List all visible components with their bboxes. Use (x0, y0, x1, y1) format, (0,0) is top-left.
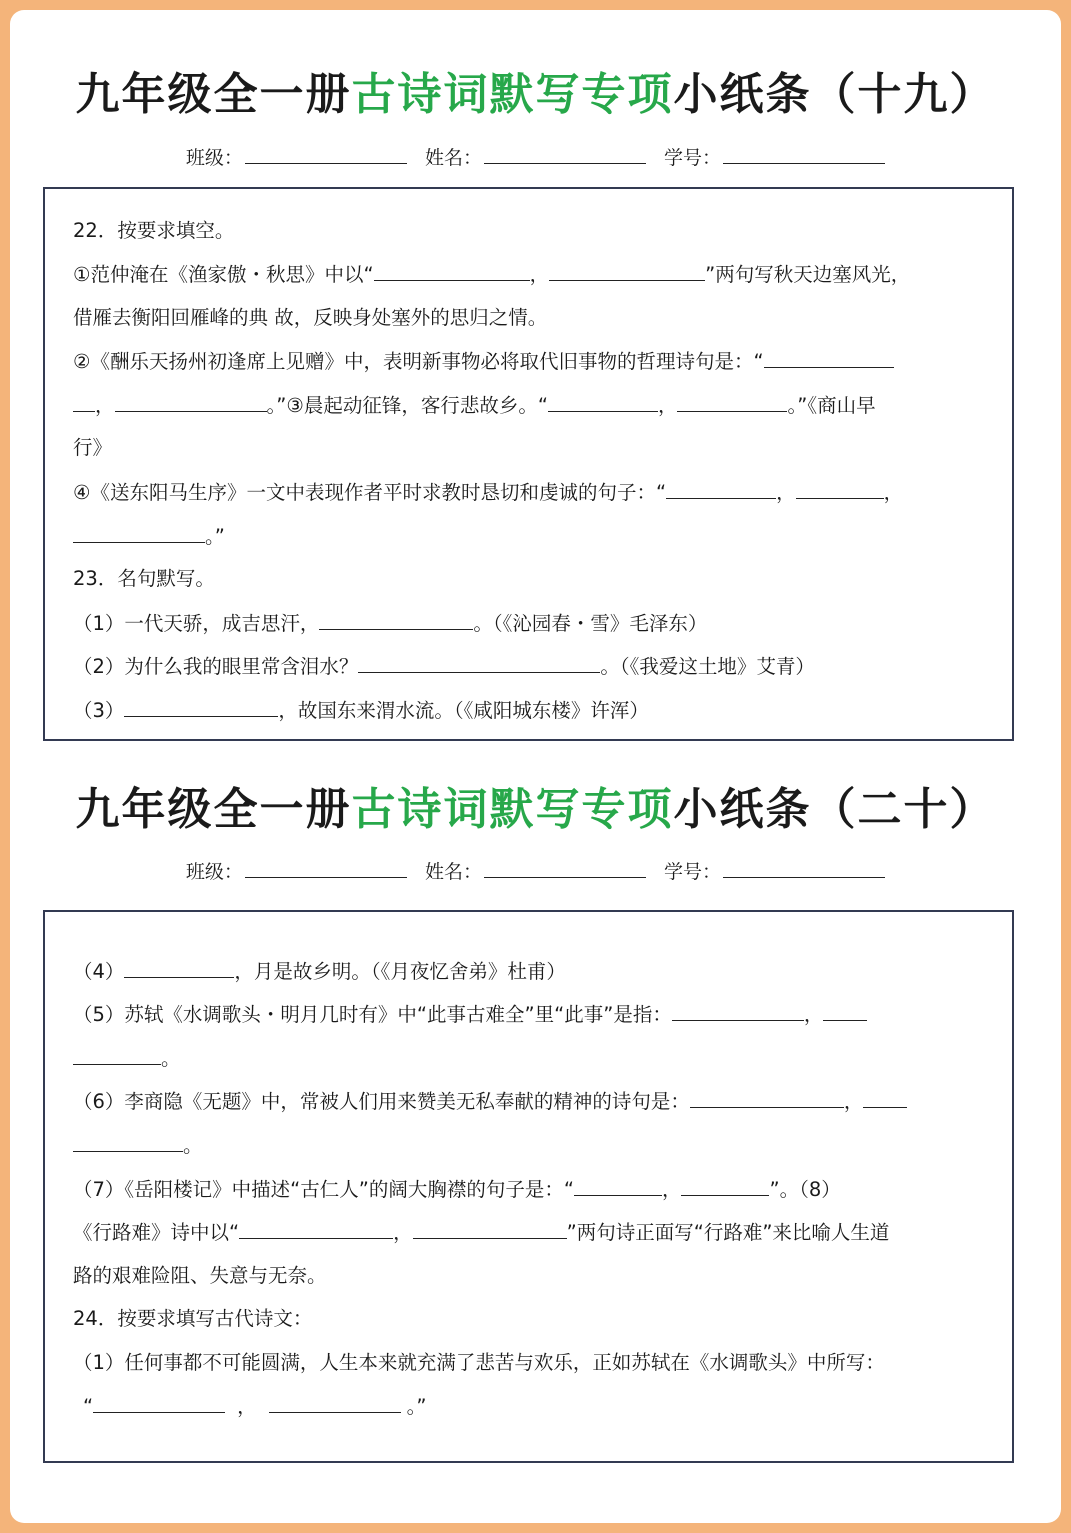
text-segment: ， (661, 1178, 682, 1201)
info-row-19 (10, 143, 1061, 170)
text-segment: 。” (406, 1395, 427, 1418)
q23-item-6-cont (73, 1133, 1013, 1158)
answer-blank[interactable] (796, 480, 884, 499)
q22-line-5 (73, 436, 1013, 460)
q22-line-3 (73, 349, 1013, 374)
text-segment: ，月是故乡明。（《月夜忆舍弟》杜甫） (234, 960, 566, 983)
answer-blank[interactable] (672, 1002, 804, 1021)
text-segment: 。（《我爱这土地》艾青） (600, 655, 815, 678)
answer-blank[interactable] (548, 393, 658, 412)
text-segment: “ (83, 1395, 94, 1418)
text-segment: （7）《岳阳楼记》中描述“古仁人”的阔大胸襟的句子是：“ (73, 1178, 574, 1201)
text-segment: ， (529, 263, 550, 286)
q24-heading (73, 1307, 1013, 1331)
answer-blank[interactable] (73, 1133, 183, 1152)
name-label: 姓名： (424, 147, 482, 169)
title-part: 九年级全一册 (75, 784, 352, 835)
text-segment: 。 (161, 1047, 181, 1070)
text-segment: ”两句写秋天边塞风光， (705, 263, 911, 286)
answer-blank[interactable] (124, 698, 278, 717)
text-segment: 24．按要求填写古代诗文： (73, 1307, 313, 1330)
title-part: 九年级全一册 (75, 69, 352, 120)
q22-line-6 (73, 480, 1013, 505)
sheet-title-19 (10, 58, 1061, 122)
answer-blank[interactable] (374, 262, 530, 281)
info-row-20 (10, 857, 1061, 884)
text-segment: ， (776, 481, 796, 504)
text-segment: 行》 (73, 436, 113, 459)
name-blank[interactable] (484, 145, 646, 164)
title-highlight: 古诗词默写专项 (351, 69, 674, 120)
text-segment: ②《酬乐天扬州初逢席上见赠》中，表明新事物必将取代旧事物的哲理诗句是：“ (73, 350, 764, 373)
text-segment: 。 (183, 1134, 203, 1157)
q23-item-8 (73, 1220, 1013, 1245)
q23-item-2 (73, 654, 1013, 679)
answer-blank[interactable] (93, 1394, 225, 1413)
text-segment: ， (95, 394, 115, 417)
id-blank[interactable] (723, 145, 885, 164)
q23-item-4 (73, 959, 1013, 984)
answer-blank[interactable] (574, 1177, 662, 1196)
title-highlight: 古诗词默写专项 (351, 784, 674, 835)
answer-blank[interactable] (764, 349, 894, 368)
q23-item-8-cont (73, 1264, 1013, 1288)
text-segment: 。（《沁园春・雪》毛泽东） (473, 612, 708, 635)
name-label: 姓名： (424, 861, 482, 883)
answer-blank[interactable] (666, 480, 776, 499)
text-segment: 借雁去衡阳回雁峰的典 故，反映身处塞外的思归之情。 (73, 306, 548, 329)
id-label: 学号： (664, 147, 722, 169)
class-label: 班级： (185, 147, 243, 169)
answer-blank[interactable] (677, 393, 787, 412)
title-part: 小纸条（十九） (673, 69, 996, 120)
text-segment: （6）李商隐《无题》中，常被人们用来赞美无私奉献的精神的诗句是： (73, 1090, 690, 1113)
text-segment: 路的艰难险阻、失意与无奈。 (73, 1264, 327, 1287)
answer-blank[interactable] (413, 1220, 567, 1239)
text-segment: 23．名句默写。 (73, 567, 215, 590)
q22-line-1 (73, 262, 1013, 287)
class-blank[interactable] (245, 859, 407, 878)
class-blank[interactable] (245, 145, 407, 164)
q22-line-4 (73, 393, 1013, 418)
text-segment: （1）一代天骄，成吉思汗， (73, 612, 320, 635)
answer-blank[interactable] (124, 959, 234, 978)
text-segment: （3） (73, 699, 125, 722)
text-segment: ， (657, 394, 678, 417)
text-segment: 22．按要求填空。 (73, 219, 235, 242)
answer-blank[interactable] (319, 611, 473, 630)
answer-blank[interactable] (239, 1220, 393, 1239)
answer-blank[interactable] (269, 1394, 401, 1413)
sheet-title-20 (10, 773, 1061, 837)
worksheet-page (10, 10, 1061, 1523)
text-segment: ， (393, 1221, 413, 1244)
q22-line-7 (73, 524, 1013, 549)
text-segment: ，故国东来渭水流。（《咸阳城东楼》许浑） (278, 699, 649, 722)
text-segment: （2）为什么我的眼里常含泪水？ (73, 655, 359, 678)
text-segment: 。” (205, 525, 225, 548)
answer-blank[interactable] (73, 1046, 161, 1065)
q23-item-7 (73, 1177, 1013, 1202)
q23-item-6 (73, 1089, 1013, 1114)
text-segment: ， (883, 481, 904, 504)
q23-item-1 (73, 611, 1013, 636)
q22-heading (73, 219, 1013, 243)
title-part: 小纸条（二十） (673, 784, 996, 835)
q24-item-1 (73, 1351, 1013, 1375)
answer-blank[interactable] (690, 1089, 844, 1108)
text-segment: ， (843, 1090, 864, 1113)
text-segment: ①范仲淹在《渔家傲・秋思》中以“ (73, 263, 374, 286)
q23-item-3 (73, 698, 1013, 723)
q23-heading (73, 567, 1013, 591)
answer-blank[interactable] (73, 524, 205, 543)
text-segment: ， (237, 1395, 257, 1418)
answer-blank[interactable] (73, 393, 95, 412)
text-segment: （5）苏轼《水调歌头・明月几时有》中“此事古难全”里“此事”是指： (73, 1003, 672, 1026)
name-blank[interactable] (484, 859, 646, 878)
id-blank[interactable] (723, 859, 885, 878)
text-segment: 。”《商山早 (787, 394, 876, 417)
answer-blank[interactable] (549, 262, 705, 281)
text-segment: （4） (73, 960, 125, 983)
answer-blank[interactable] (823, 1002, 867, 1021)
text-segment: 。”③晨起动征锋，客行悲故乡。“ (266, 394, 548, 417)
text-segment: （1）任何事都不可能圆满，人生本来就充满了悲苦与欢乐，正如苏轼在《水调歌头》中所写： (73, 1351, 885, 1374)
text-segment: ”。（8） (769, 1178, 841, 1201)
text-segment: ， (803, 1003, 824, 1026)
class-label: 班级： (185, 861, 243, 883)
q23-item-5-cont (73, 1046, 1013, 1071)
q24-item-1-answer (83, 1394, 1023, 1419)
text-segment: ”两句诗正面写“行路难”来比喻人生道 (566, 1221, 890, 1244)
answer-blank[interactable] (358, 654, 600, 673)
q22-line-2 (73, 306, 1013, 330)
answer-blank[interactable] (863, 1089, 907, 1108)
text-segment: 《行路难》诗中以“ (73, 1221, 240, 1244)
answer-blank[interactable] (681, 1177, 769, 1196)
answer-blank[interactable] (115, 393, 267, 412)
q23-item-5 (73, 1002, 1013, 1027)
text-segment: ④《送东阳马生序》一文中表现作者平时求教时恳切和虔诚的句子：“ (73, 481, 667, 504)
id-label: 学号： (664, 861, 722, 883)
